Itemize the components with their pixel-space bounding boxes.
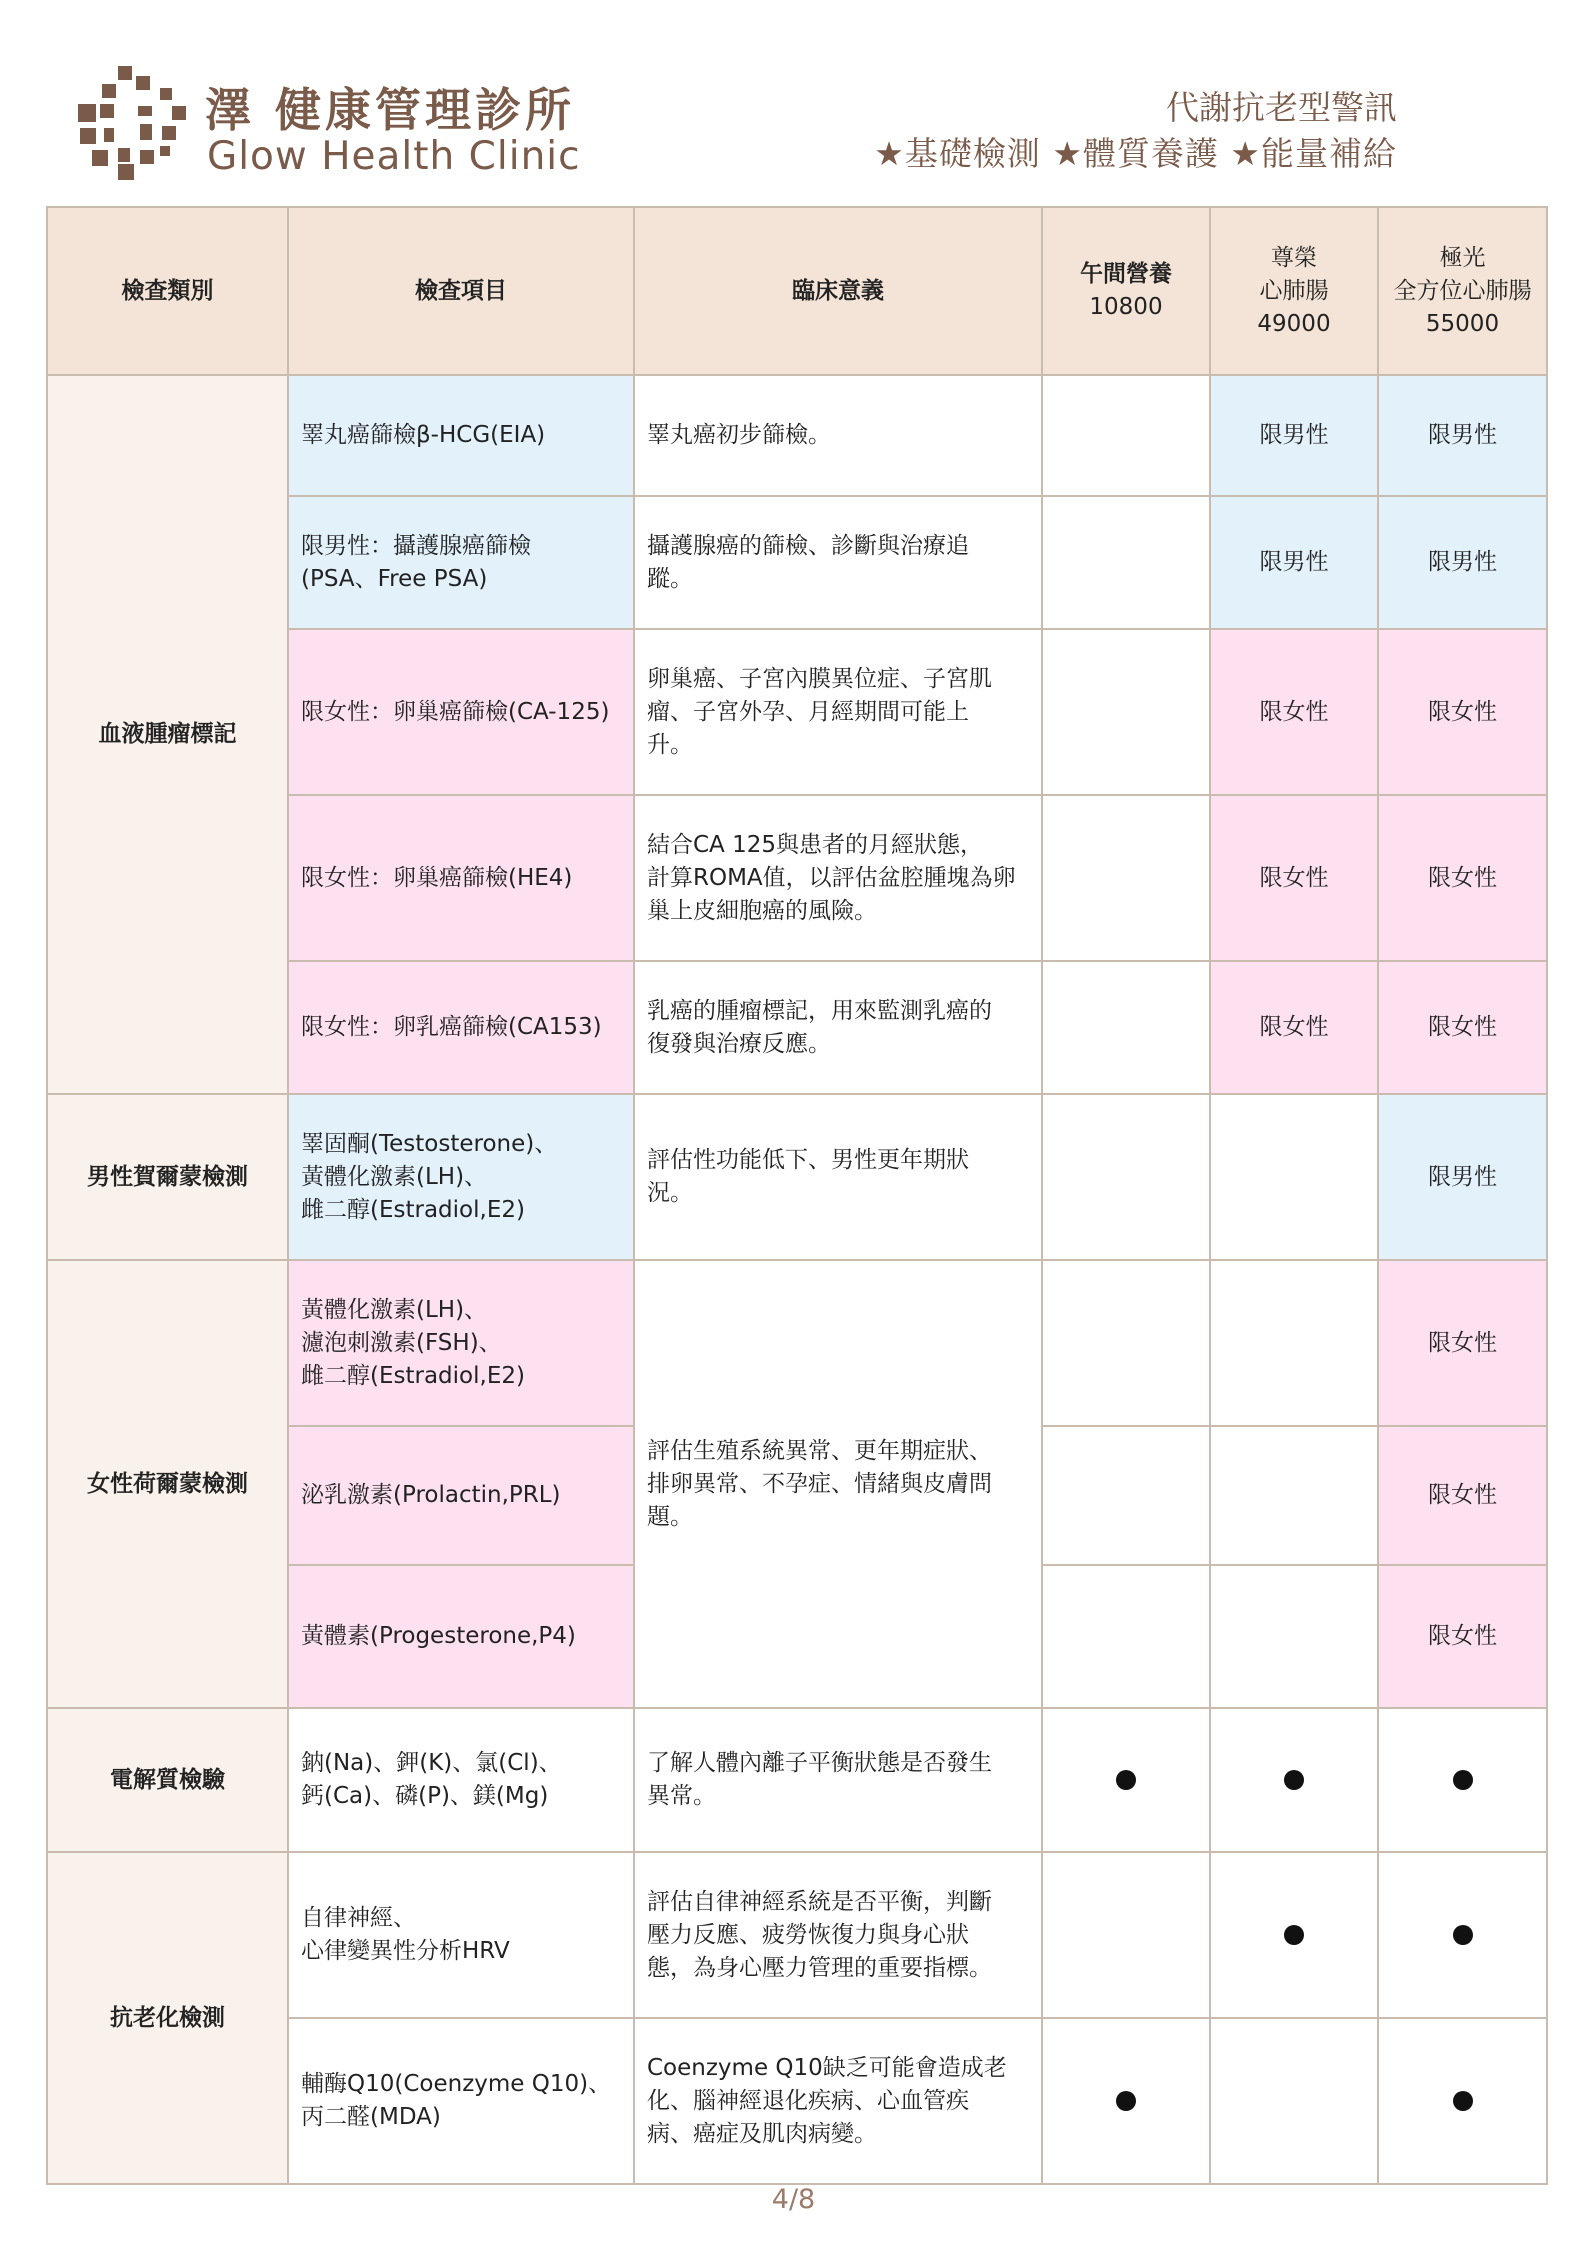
meaning-text: 瘤、子宮外孕、月經期間可能上: [647, 698, 969, 725]
meaning-text: 壓力反應、疲勞恢復力與身心狀: [647, 1921, 969, 1948]
included-dot-icon: [1453, 1925, 1473, 1945]
table-row: [47, 1094, 1547, 1260]
meaning-text: 蹤。: [647, 565, 693, 592]
category-electrolyte: 電解質檢驗: [47, 1708, 288, 1852]
category-male-hormone: 男性賀爾蒙檢測: [47, 1094, 288, 1260]
meaning-text: 計算ROMA值，以評估盆腔腫塊為卵: [647, 864, 1016, 891]
exam-table: [46, 206, 1548, 2185]
meaning-text: 評估生殖系統異常、更年期症狀、: [647, 1437, 992, 1464]
plan-1-name: 午間營養: [1080, 261, 1172, 287]
meaning-text: 排卵異常、不孕症、情緒與皮膚問: [647, 1470, 992, 1497]
item-text: 鈉(Na)、鉀(K)、氯(Cl)、: [301, 1750, 562, 1776]
item-text: 黃體素(Progesterone,P4): [301, 1623, 576, 1649]
header-plan-1: [1042, 207, 1210, 375]
item-text: 限女性：卵乳癌篩檢(CA153): [301, 1014, 602, 1040]
meaning-text: 升。: [647, 731, 693, 758]
plan-3-cell: 限女性: [1378, 629, 1547, 795]
plan-1-cell: [1042, 795, 1210, 961]
plan-3-cell: [1378, 1708, 1547, 1852]
meaning-cell: [634, 1260, 1042, 1708]
meaning-text: 巢上皮細胞癌的風險。: [647, 897, 877, 924]
item-text: 黃體化激素(LH)、: [301, 1163, 488, 1190]
category-female-hormone: 女性荷爾蒙檢測: [47, 1260, 288, 1708]
meaning-text: 睪丸癌初步篩檢。: [647, 422, 831, 448]
plan-2-cell: [1210, 1260, 1378, 1426]
item-cell: [288, 496, 634, 629]
plan-1-cell: [1042, 1852, 1210, 2018]
plan-2-price: 49000: [1257, 310, 1331, 337]
plan-3-cell: 限女性: [1378, 1260, 1547, 1426]
cross-logo-icon: [78, 66, 188, 180]
plan-3-cell: [1378, 1852, 1547, 2018]
plan-1-cell: [1042, 961, 1210, 1094]
plan-1-cell: [1042, 1260, 1210, 1426]
item-text: 睪丸癌篩檢β-HCG(EIA): [301, 422, 546, 448]
table-row: [47, 375, 1547, 496]
plan-1-cell: [1042, 629, 1210, 795]
item-text: 濾泡刺激素(FSH)、: [301, 1329, 502, 1356]
plan-2-cell: [1210, 1426, 1378, 1565]
package-title: 代謝抗老型警訊: [1166, 88, 1397, 127]
item-cell: [288, 795, 634, 961]
item-cell: [288, 2018, 634, 2184]
plan-3-name: 極光: [1439, 244, 1486, 271]
item-cell: [288, 629, 634, 795]
item-cell: [288, 961, 634, 1094]
meaning-text: 卵巢癌、子宮內膜異位症、子宮肌: [647, 665, 992, 692]
header-item: 檢查項目: [288, 207, 634, 375]
plan-2-sub: 心肺腸: [1259, 277, 1329, 304]
meaning-cell: [634, 375, 1042, 496]
item-text: 限男性：攝護腺癌篩檢: [301, 532, 531, 559]
plan-3-cell: 限女性: [1378, 795, 1547, 961]
item-text: 丙二醛(MDA): [301, 2104, 441, 2130]
plan-3-price: 55000: [1425, 310, 1500, 337]
plan-2-name: 尊榮: [1271, 244, 1317, 271]
plan-2-cell: 限男性: [1210, 496, 1378, 629]
included-dot-icon: [1116, 2091, 1136, 2111]
header-plan-2: [1210, 207, 1378, 375]
item-cell: [288, 1094, 634, 1260]
package-subtitle: ★基礎檢測 ★體質養護 ★能量補給: [874, 134, 1397, 173]
page-number: 4/8: [771, 2184, 816, 2215]
plan-1-cell: [1042, 1094, 1210, 1260]
meaning-text: 評估性功能低下、男性更年期狀: [647, 1147, 969, 1173]
item-text: 心律變異性分析HRV: [301, 1938, 510, 1964]
table-row: [47, 1708, 1547, 1852]
page-header: [0, 0, 1587, 200]
meaning-text: 復發與治療反應。: [647, 1030, 831, 1057]
header-meaning: 臨床意義: [634, 207, 1042, 375]
item-text: 鈣(Ca)、磷(P)、鎂(Mg): [301, 1783, 549, 1809]
plan-2-cell: 限男性: [1210, 375, 1378, 496]
clinic-name-cn: 澤 健康管理診所: [205, 83, 576, 137]
meaning-text: 題。: [647, 1503, 693, 1530]
included-dot-icon: [1284, 1770, 1304, 1790]
plan-2-cell: [1210, 1852, 1378, 2018]
meaning-cell: [634, 1094, 1042, 1260]
plan-1-cell: [1042, 2018, 1210, 2184]
plan-2-cell: 限女性: [1210, 795, 1378, 961]
meaning-text: 異常。: [647, 1783, 716, 1809]
item-cell: [288, 1260, 634, 1426]
plan-3-sub: 全方位心肺腸: [1393, 277, 1532, 304]
meaning-text: 態，為身心壓力管理的重要指標。: [647, 1954, 992, 1981]
plan-3-cell: [1378, 2018, 1547, 2184]
table-row: [47, 1852, 1547, 2018]
meaning-text: 化、腦神經退化疾病、心血管疾: [647, 2087, 969, 2114]
plan-1-price: 10800: [1089, 294, 1163, 320]
plan-2-cell: [1210, 1708, 1378, 1852]
meaning-text: 評估自律神經系統是否平衡，判斷: [647, 1888, 992, 1915]
item-text: (PSA、Free PSA): [301, 565, 488, 592]
meaning-text: 結合CA 125與患者的月經狀態，: [647, 831, 984, 858]
meaning-cell: [634, 2018, 1042, 2184]
category-tumor: 血液腫瘤標記: [47, 375, 288, 1094]
meaning-cell: [634, 629, 1042, 795]
included-dot-icon: [1116, 1770, 1136, 1790]
item-text: 泌乳激素(Prolactin,PRL): [301, 1482, 561, 1508]
plan-1-cell: [1042, 1426, 1210, 1565]
meaning-text: 乳癌的腫瘤標記，用來監測乳癌的: [647, 997, 992, 1024]
item-text: 限女性：卵巢癌篩檢(HE4): [301, 864, 573, 891]
plan-1-cell: [1042, 1565, 1210, 1708]
item-cell: [288, 1565, 634, 1708]
plan-3-cell: 限男性: [1378, 1094, 1547, 1260]
plan-1-cell: [1042, 375, 1210, 496]
plan-2-cell: 限女性: [1210, 629, 1378, 795]
item-cell: [288, 1426, 634, 1565]
meaning-text: 病、癌症及肌肉病變。: [647, 2120, 877, 2147]
meaning-cell: [634, 1852, 1042, 2018]
item-text: 限女性：卵巢癌篩檢(CA-125): [301, 698, 610, 725]
plan-2-cell: [1210, 1565, 1378, 1708]
item-text: 自律神經、: [301, 1905, 416, 1931]
meaning-cell: [634, 1708, 1042, 1852]
meaning-cell: [634, 961, 1042, 1094]
header-category: 檢查類別: [47, 207, 288, 375]
item-cell: [288, 1708, 634, 1852]
item-text: 黃體化激素(LH)、: [301, 1296, 488, 1323]
plan-3-cell: 限女性: [1378, 1426, 1547, 1565]
included-dot-icon: [1453, 2091, 1473, 2111]
meaning-text: 了解人體內離子平衡狀態是否發生: [647, 1750, 992, 1776]
item-text: 睪固酮(Testosterone)、: [301, 1130, 558, 1157]
meaning-text: Coenzyme Q10缺乏可能會造成老: [647, 2054, 1007, 2081]
meaning-cell: [634, 496, 1042, 629]
item-cell: [288, 375, 634, 496]
plan-3-cell: 限男性: [1378, 496, 1547, 629]
plan-2-cell: [1210, 2018, 1378, 2184]
plan-3-cell: 限女性: [1378, 961, 1547, 1094]
included-dot-icon: [1284, 1925, 1304, 1945]
included-dot-icon: [1453, 1770, 1473, 1790]
item-cell: [288, 1852, 634, 2018]
plan-2-cell: 限女性: [1210, 961, 1378, 1094]
meaning-cell: [634, 795, 1042, 961]
plan-3-cell: 限男性: [1378, 375, 1547, 496]
item-text: 雌二醇(Estradiol,E2): [301, 1196, 525, 1223]
meaning-text: 攝護腺癌的篩檢、診斷與治療追: [647, 532, 969, 559]
plan-3-cell: 限女性: [1378, 1565, 1547, 1708]
item-text: 輔酶Q10(Coenzyme Q10)、: [301, 2071, 612, 2097]
item-text: 雌二醇(Estradiol,E2): [301, 1362, 525, 1389]
plan-2-cell: [1210, 1094, 1378, 1260]
plan-1-cell: [1042, 1708, 1210, 1852]
plan-1-cell: [1042, 496, 1210, 629]
table-header-row: [47, 207, 1547, 375]
clinic-name-en: Glow Health Clinic: [207, 134, 581, 179]
header-plan-3: [1378, 207, 1547, 375]
table-row: [47, 1260, 1547, 1426]
category-anti-aging: 抗老化檢測: [47, 1852, 288, 2184]
meaning-text: 況。: [647, 1180, 693, 1206]
